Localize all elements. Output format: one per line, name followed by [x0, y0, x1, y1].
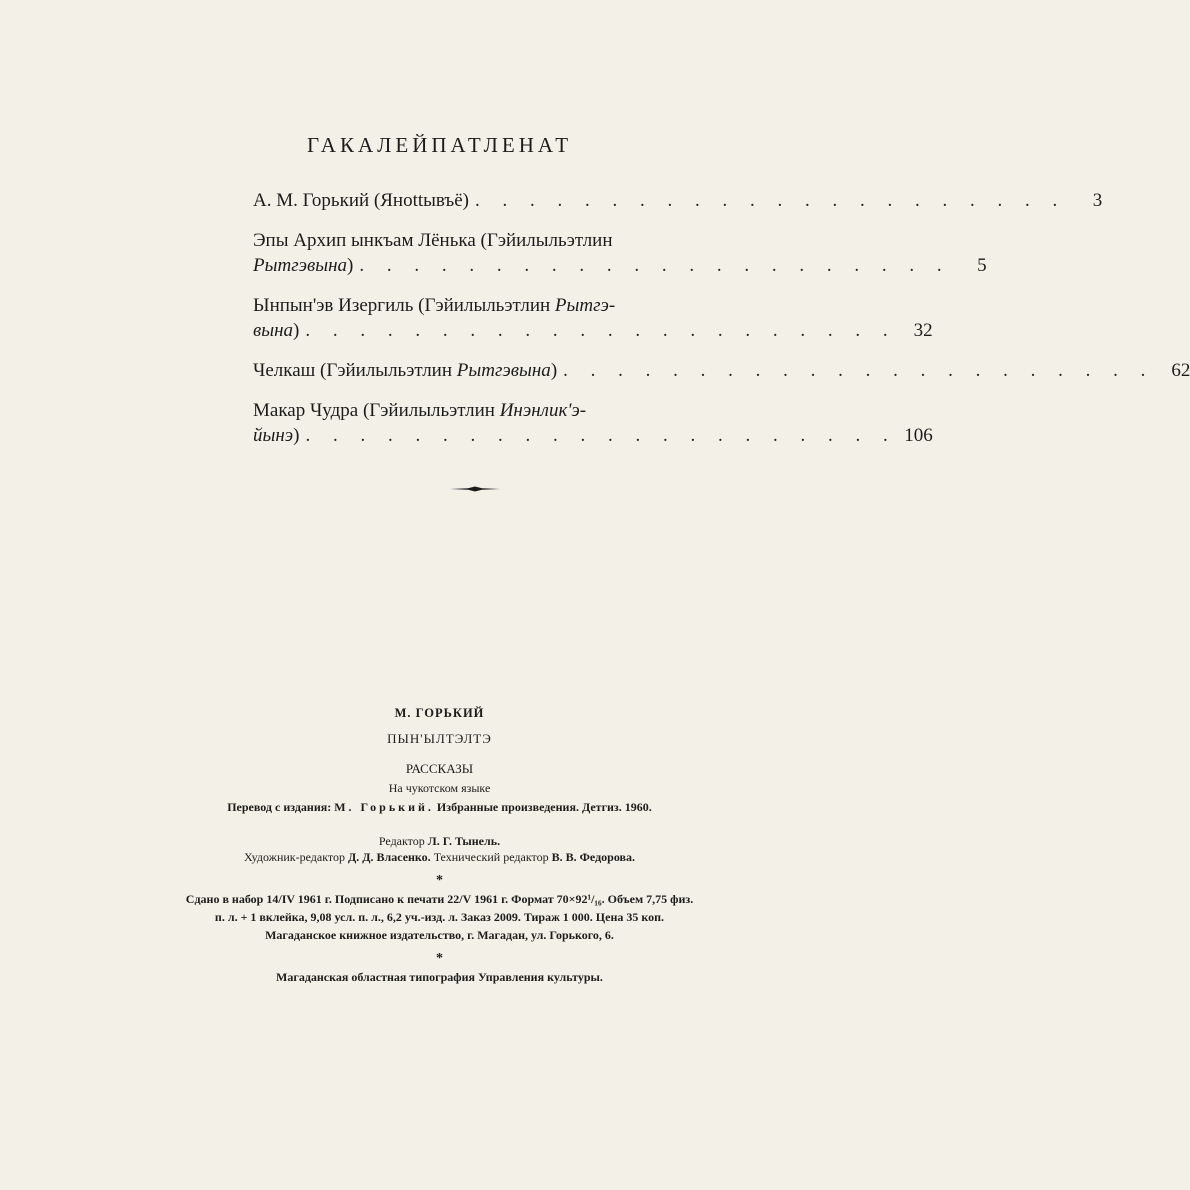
- toc-entry-title: Челкаш (Гэйилыльэтлин Рытгэвына): [253, 360, 558, 381]
- toc-entry-4: [253, 358, 1190, 383]
- toc-entry-3: [253, 293, 933, 343]
- toc-entry-5: [253, 398, 933, 448]
- toc-page-number: 32: [913, 320, 933, 341]
- toc-entry-2: [253, 228, 987, 278]
- toc-entry-title: Эпы Архип ынкъам Лёнька (Гэйилыльэтлин: [253, 230, 613, 251]
- imprint-genre: РАССКАЗЫ: [405, 761, 474, 776]
- imprint-art-tech-editors: Художник-редактор Д. Д. Власенко. Технический редактор В. В. Федорова.: [243, 850, 636, 864]
- imprint-block: [0, 705, 879, 985]
- imprint-pub-line-1: Сдано в набор 14/IV 1961 г. Подписано к печати 22/V 1961 г. Формат 70×92¹/₁₆. Объем 7,75 физ.: [185, 892, 694, 906]
- toc-leader-dots: . . . . . . . . . . . . . . . . . . . . . .: [563, 360, 1155, 381]
- toc-page-number: 106: [904, 425, 933, 446]
- table-of-contents: [253, 188, 1190, 463]
- toc-page-number: 62: [1171, 360, 1190, 381]
- toc-entry-title: Макар Чудра (Гэйилыльэтлин Инэнлик'э-: [253, 400, 587, 421]
- toc-entry-title: А. М. Горький (Янottывъё): [253, 190, 469, 211]
- imprint-pub-line-2: п. л. + 1 вклейка, 9,08 усл. п. л., 6,2 уч.-изд. л. Заказ 2009. Тираж 1 000. Цена 35 коп.: [214, 910, 665, 924]
- imprint-printer: Магаданская областная типография Управления культуры.: [276, 970, 603, 984]
- toc-page-number: 5: [977, 255, 987, 276]
- toc-entry-title-cont: Рытгэвына): [253, 255, 354, 276]
- toc-entry-title: Ынпын'эв Изергиль (Гэйилыльэтлин Рытгэ-: [253, 295, 616, 316]
- imprint-title: ПЫН'ЫЛТЭЛТЭ: [387, 731, 492, 746]
- imprint-language: На чукотском языке: [388, 781, 491, 795]
- imprint-publisher: Магаданское книжное издательство, г. Магадан, ул. Горького, 6.: [265, 928, 614, 942]
- imprint-separator-star: *: [436, 873, 443, 888]
- toc-heading: ГАКАЛЕЙПАТЛЕНАТ: [306, 133, 573, 157]
- toc-leader-dots: . . . . . . . . . . . . . . . . . . . . . .: [305, 425, 897, 446]
- imprint-editor: Редактор Л. Г. Тынель.: [378, 834, 501, 848]
- toc-entry-1: [253, 188, 1103, 213]
- toc-leader-dots: . . . . . . . . . . . . . . . . . . . . . .: [359, 255, 951, 276]
- imprint-author: М. ГОРЬКИЙ: [394, 706, 485, 720]
- ornament-divider-icon: [450, 486, 500, 492]
- imprint-separator-star: *: [436, 951, 443, 966]
- toc-entry-title-cont: йынэ): [253, 425, 300, 446]
- toc-entry-title-cont: вына): [253, 320, 300, 341]
- imprint-translation-source: Перевод с издания: М. Горький. Избранные произведения. Детгиз. 1960.: [227, 800, 652, 814]
- toc-leader-dots: . . . . . . . . . . . . . . . . . . . . . .: [475, 190, 1067, 211]
- toc-leader-dots: . . . . . . . . . . . . . . . . . . . . . .: [305, 320, 897, 341]
- toc-page-number: 3: [1092, 190, 1103, 211]
